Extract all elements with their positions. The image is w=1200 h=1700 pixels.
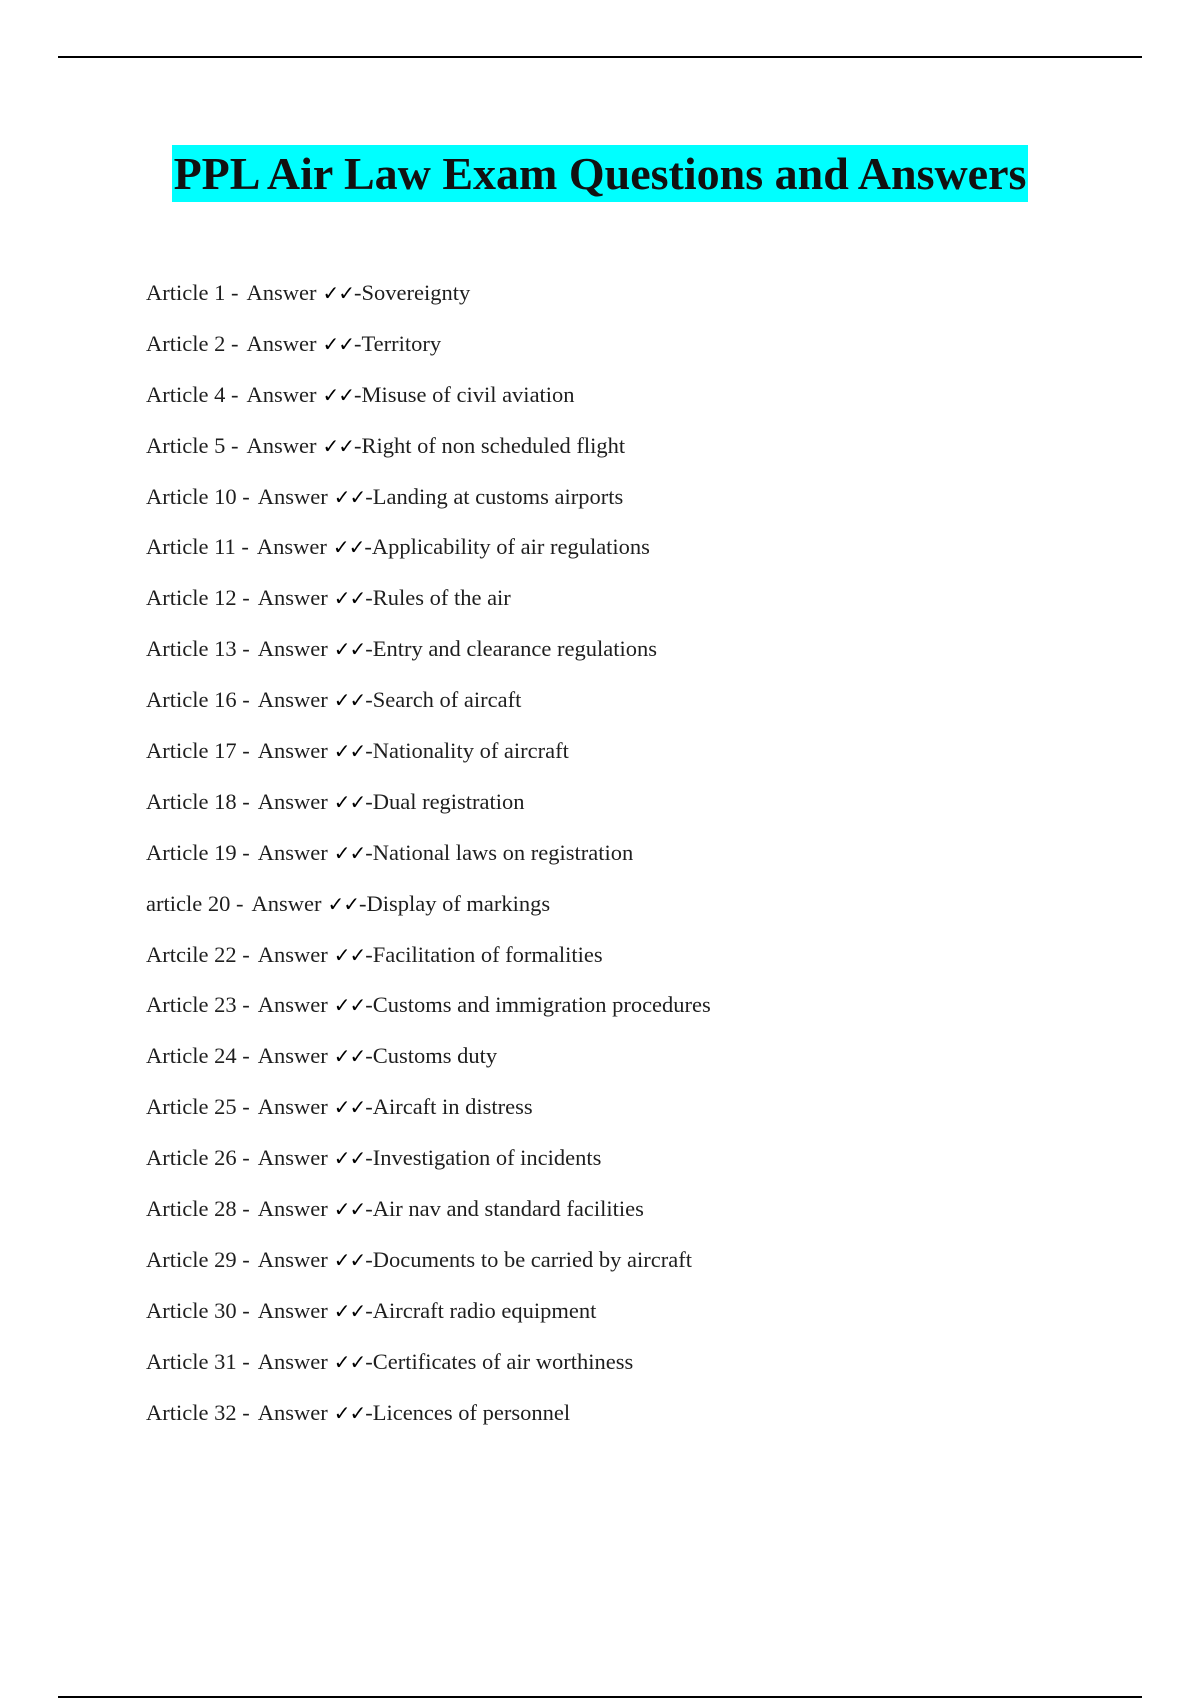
answer-text: -Customs and immigration procedures bbox=[365, 992, 711, 1018]
list-item bbox=[146, 273, 711, 324]
answer-text: -Dual registration bbox=[365, 788, 525, 814]
answer-text: -Aircaft in distress bbox=[365, 1094, 533, 1120]
question-text: Article 19 - bbox=[146, 839, 250, 865]
list-item bbox=[146, 527, 711, 578]
answer-label: Answer bbox=[257, 1348, 328, 1374]
list-item bbox=[146, 680, 711, 731]
double-check-icon: ✓✓ bbox=[333, 1247, 366, 1272]
question-text: Article 1 - bbox=[146, 280, 239, 305]
answer-label: Answer bbox=[257, 738, 328, 764]
answer-text: -Investigation of incidents bbox=[365, 1145, 602, 1171]
double-check-icon: ✓✓ bbox=[322, 382, 354, 407]
double-check-icon: ✓✓ bbox=[333, 586, 366, 611]
answer-label: Answer bbox=[257, 1094, 328, 1120]
bottom-rule bbox=[58, 1696, 1142, 1698]
list-item bbox=[146, 324, 711, 375]
answer-label: Answer bbox=[257, 992, 328, 1018]
list-item bbox=[146, 426, 711, 477]
question-text: Article 4 - bbox=[146, 381, 239, 407]
question-text: Article 10 - bbox=[146, 483, 250, 509]
answer-text: -Misuse of civil aviation bbox=[353, 381, 575, 407]
list-item bbox=[146, 1087, 711, 1138]
answer-label: Answer bbox=[246, 280, 317, 305]
list-item bbox=[146, 629, 711, 680]
answer-label: Answer bbox=[257, 1043, 328, 1069]
question-text: Article 31 - bbox=[146, 1348, 250, 1374]
answer-text: -Nationality of aircraft bbox=[365, 738, 569, 764]
title-block bbox=[0, 145, 1200, 202]
answer-label: Answer bbox=[257, 483, 328, 509]
double-check-icon: ✓✓ bbox=[333, 1298, 366, 1323]
answer-text: -Entry and clearance regulations bbox=[365, 636, 657, 662]
answer-label: Answer bbox=[257, 1297, 328, 1323]
answer-text: -Facilitation of formalities bbox=[365, 941, 603, 967]
double-check-icon: ✓✓ bbox=[333, 1197, 366, 1222]
answer-label: Answer bbox=[246, 432, 317, 458]
answer-text: -Customs duty bbox=[365, 1043, 498, 1069]
double-check-icon: ✓✓ bbox=[322, 433, 354, 458]
answer-text: -Rules of the air bbox=[365, 585, 511, 611]
list-item bbox=[146, 1342, 711, 1393]
question-text: Artcile 22 - bbox=[146, 941, 250, 967]
list-item bbox=[146, 782, 711, 833]
top-rule bbox=[58, 56, 1142, 58]
list-item bbox=[146, 731, 711, 782]
answer-text: -Display of markings bbox=[358, 890, 551, 916]
question-text: Article 28 - bbox=[146, 1196, 250, 1222]
answer-label: Answer bbox=[257, 1145, 328, 1171]
double-check-icon: ✓✓ bbox=[333, 1400, 366, 1425]
double-check-icon: ✓✓ bbox=[333, 484, 366, 509]
question-text: Article 32 - bbox=[146, 1399, 250, 1425]
list-item bbox=[146, 1036, 711, 1087]
question-text: Article 30 - bbox=[146, 1297, 250, 1323]
double-check-icon: ✓✓ bbox=[333, 840, 366, 865]
answer-label: Answer bbox=[257, 1196, 328, 1222]
list-item bbox=[146, 833, 711, 884]
answer-text: -Applicability of air regulations bbox=[364, 534, 650, 560]
answer-label: Answer bbox=[246, 330, 317, 356]
answer-text: -Landing at customs airports bbox=[365, 483, 624, 509]
answer-text: -Documents to be carried by aircraft bbox=[365, 1246, 692, 1272]
double-check-icon: ✓✓ bbox=[333, 637, 366, 662]
double-check-icon: ✓✓ bbox=[327, 891, 359, 916]
answer-label: Answer bbox=[246, 381, 317, 407]
answer-label: Answer bbox=[257, 636, 328, 662]
list-item bbox=[146, 1138, 711, 1189]
list-item bbox=[146, 1240, 711, 1291]
answer-text: -Right of non scheduled flight bbox=[353, 432, 626, 458]
list-item bbox=[146, 1291, 711, 1342]
qa-list bbox=[146, 273, 711, 1443]
question-text: Article 13 - bbox=[146, 636, 250, 662]
double-check-icon: ✓✓ bbox=[333, 1146, 366, 1171]
answer-text: -Territory bbox=[353, 330, 442, 356]
question-text: Article 25 - bbox=[146, 1094, 250, 1120]
question-text: Article 17 - bbox=[146, 738, 250, 764]
document-title: PPL Air Law Exam Questions and Answers bbox=[172, 145, 1029, 202]
answer-text: -Search of aircaft bbox=[365, 687, 522, 713]
answer-text: -National laws on registration bbox=[365, 839, 634, 865]
double-check-icon: ✓✓ bbox=[333, 993, 366, 1018]
answer-text: -Sovereignty bbox=[353, 280, 471, 305]
double-check-icon: ✓✓ bbox=[332, 535, 365, 560]
question-text: Article 18 - bbox=[146, 788, 250, 814]
double-check-icon: ✓✓ bbox=[333, 1095, 366, 1120]
list-item bbox=[146, 884, 711, 935]
answer-label: Answer bbox=[257, 788, 328, 814]
answer-text: -Air nav and standard facilities bbox=[365, 1196, 644, 1222]
answer-text: -Licences of personnel bbox=[365, 1399, 571, 1425]
answer-label: Answer bbox=[257, 687, 328, 713]
double-check-icon: ✓✓ bbox=[333, 789, 366, 814]
answer-label: Answer bbox=[256, 534, 327, 560]
question-text: article 20 - bbox=[146, 890, 244, 916]
question-text: Article 26 - bbox=[146, 1145, 250, 1171]
question-text: Article 16 - bbox=[146, 687, 250, 713]
answer-text: -Aircraft radio equipment bbox=[365, 1297, 597, 1323]
answer-label: Answer bbox=[257, 941, 328, 967]
answer-text: -Certificates of air worthiness bbox=[365, 1348, 634, 1374]
answer-label: Answer bbox=[257, 1399, 328, 1425]
question-text: Article 11 - bbox=[146, 534, 249, 560]
list-item bbox=[146, 578, 711, 629]
double-check-icon: ✓✓ bbox=[333, 942, 366, 967]
double-check-icon: ✓✓ bbox=[333, 688, 366, 713]
double-check-icon: ✓✓ bbox=[322, 281, 354, 305]
double-check-icon: ✓✓ bbox=[333, 1044, 366, 1069]
list-item bbox=[146, 1393, 711, 1444]
double-check-icon: ✓✓ bbox=[322, 331, 354, 356]
question-text: Article 23 - bbox=[146, 992, 250, 1018]
list-item bbox=[146, 985, 711, 1036]
answer-label: Answer bbox=[257, 839, 328, 865]
question-text: Article 5 - bbox=[146, 432, 239, 458]
list-item bbox=[146, 477, 711, 528]
list-item bbox=[146, 935, 711, 986]
answer-label: Answer bbox=[257, 585, 328, 611]
list-item bbox=[146, 375, 711, 426]
answer-label: Answer bbox=[257, 1246, 328, 1272]
question-text: Article 29 - bbox=[146, 1246, 250, 1272]
answer-label: Answer bbox=[251, 890, 322, 916]
list-item bbox=[146, 1189, 711, 1240]
double-check-icon: ✓✓ bbox=[333, 1349, 366, 1374]
question-text: Article 24 - bbox=[146, 1043, 250, 1069]
question-text: Article 2 - bbox=[146, 330, 239, 356]
question-text: Article 12 - bbox=[146, 585, 250, 611]
double-check-icon: ✓✓ bbox=[333, 739, 366, 764]
